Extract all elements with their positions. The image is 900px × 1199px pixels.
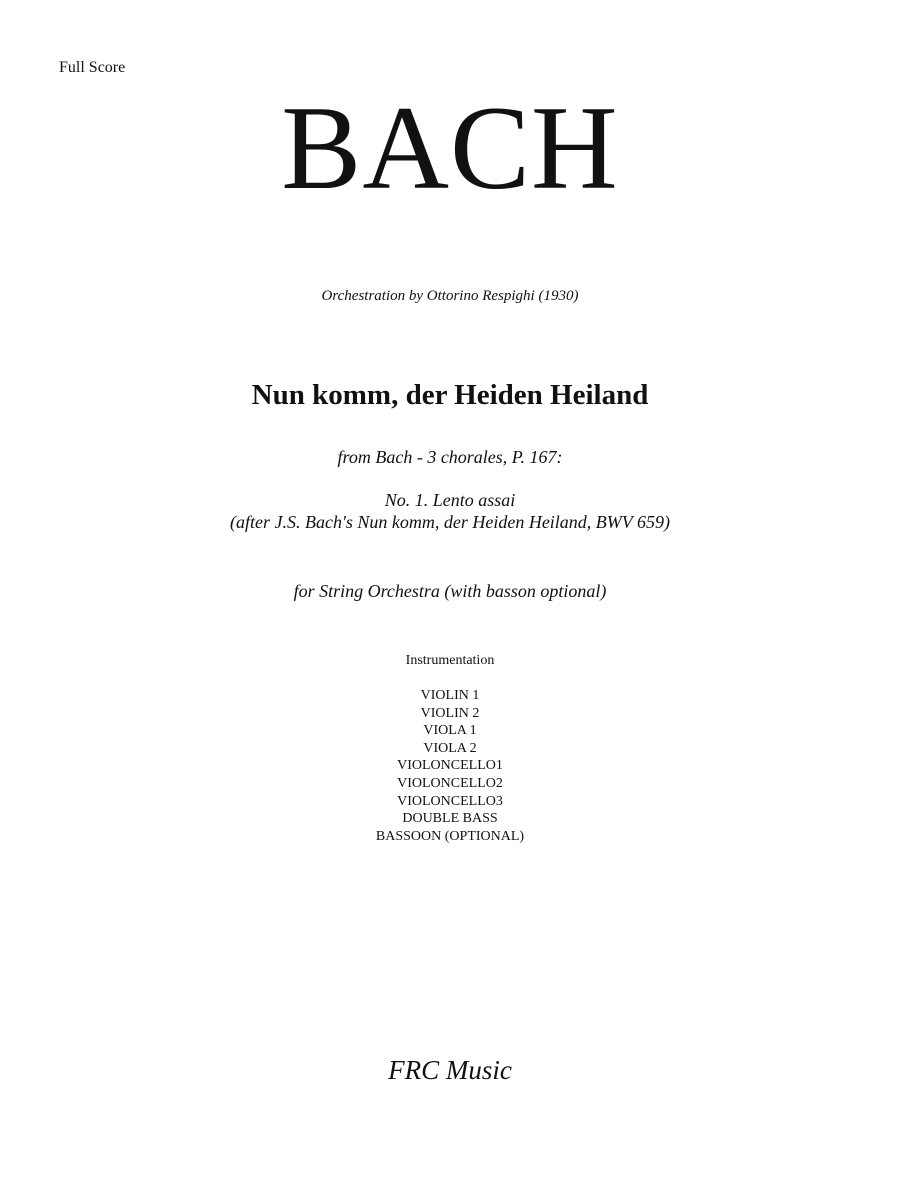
movement-line: No. 1. Lento assai <box>384 490 516 510</box>
instrument-item: VIOLONCELLO3 <box>397 793 503 809</box>
work-title: Nun komm, der Heiden Heiland <box>251 379 649 411</box>
instrument-item: VIOLA 1 <box>423 723 477 739</box>
instrumentation-list <box>0 687 900 845</box>
instrument-item: VIOLIN 2 <box>420 705 480 721</box>
instrument-item: VIOLA 2 <box>423 740 477 756</box>
instrument-item: DOUBLE BASS <box>402 811 498 827</box>
instrumentation-heading: Instrumentation <box>405 653 495 668</box>
instrument-item: BASSOON (OPTIONAL) <box>375 828 525 844</box>
full-score-label: Full Score <box>59 59 126 76</box>
composer-name: BACH <box>281 81 619 214</box>
orchestration-credit: Orchestration by Ottorino Respighi (1930) <box>321 288 579 304</box>
after-line: (after J.S. Bach's Nun komm, der Heiden Heiland, BWV 659) <box>230 512 670 532</box>
scoring-line: for String Orchestra (with basson optional) <box>293 581 607 601</box>
source-line: from Bach - 3 chorales, P. 167: <box>337 447 563 467</box>
instrument-item: VIOLIN 1 <box>420 688 480 703</box>
instrument-item: VIOLONCELLO1 <box>397 758 503 774</box>
publisher-name: FRC Music <box>388 1055 512 1085</box>
instrument-item: VIOLONCELLO2 <box>397 775 503 791</box>
